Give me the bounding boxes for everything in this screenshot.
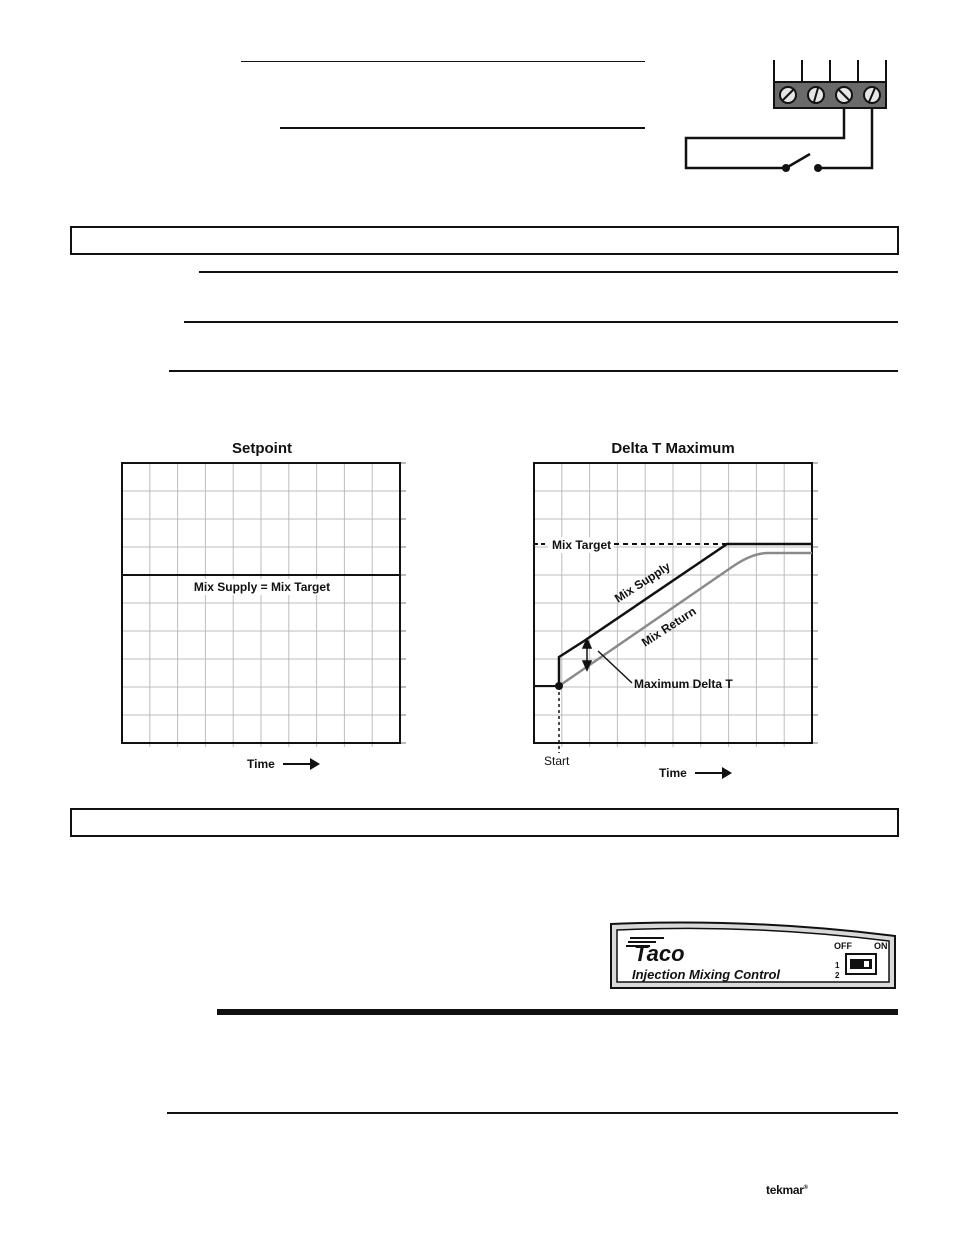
setpoint-chart-title: Setpoint <box>232 440 292 457</box>
registered-mark: ® <box>803 1185 808 1191</box>
dip-switch-2-label: 2 <box>835 971 840 980</box>
thick-rule <box>217 1009 898 1015</box>
taco-logo-text: Taco <box>634 941 685 966</box>
setpoint-chart-grid <box>122 463 406 747</box>
time-arrow-icon <box>283 763 317 765</box>
mix-target-label: Mix Target <box>552 538 612 552</box>
start-label: Start <box>544 754 570 768</box>
mix-supply-target-label: Mix Supply = Mix Target <box>193 580 331 594</box>
top-rule-1 <box>241 61 645 62</box>
section-rule-2 <box>184 321 898 323</box>
delta-t-time-label: Time <box>659 766 687 780</box>
delta-t-chart-title: Delta T Maximum <box>611 440 735 457</box>
control-panel-label <box>608 918 898 992</box>
tekmar-logo <box>766 1183 808 1197</box>
delta-t-chart <box>522 455 827 755</box>
maximum-delta-t-label: Maximum Delta T <box>634 677 733 691</box>
injection-mixing-control-label: Injection Mixing Control <box>632 967 781 982</box>
top-rule-2 <box>280 127 645 129</box>
setpoint-time-label: Time <box>247 757 275 771</box>
delta-callout-line <box>598 651 632 683</box>
time-arrow-icon <box>695 772 729 774</box>
start-point <box>555 682 563 690</box>
tekmar-brand: tekmar <box>766 1183 804 1197</box>
off-label: OFF <box>834 941 852 951</box>
on-label: ON <box>874 941 888 951</box>
mix-return-label: Mix Return <box>639 603 699 650</box>
dip-switch-1-label: 1 <box>835 961 840 970</box>
setpoint-chart <box>110 455 415 755</box>
taco-logo-icon <box>626 938 685 966</box>
section-header-box-2 <box>70 808 899 837</box>
setpoint-time-axis <box>247 757 317 771</box>
section-rule-3 <box>169 370 898 372</box>
bottom-rule <box>167 1112 898 1114</box>
section-rule-1 <box>199 271 898 273</box>
mix-supply-label: Mix Supply <box>612 559 673 606</box>
section-header-box-1 <box>70 226 899 255</box>
delta-t-time-axis <box>659 766 729 780</box>
terminal-wiring-diagram <box>680 58 895 178</box>
